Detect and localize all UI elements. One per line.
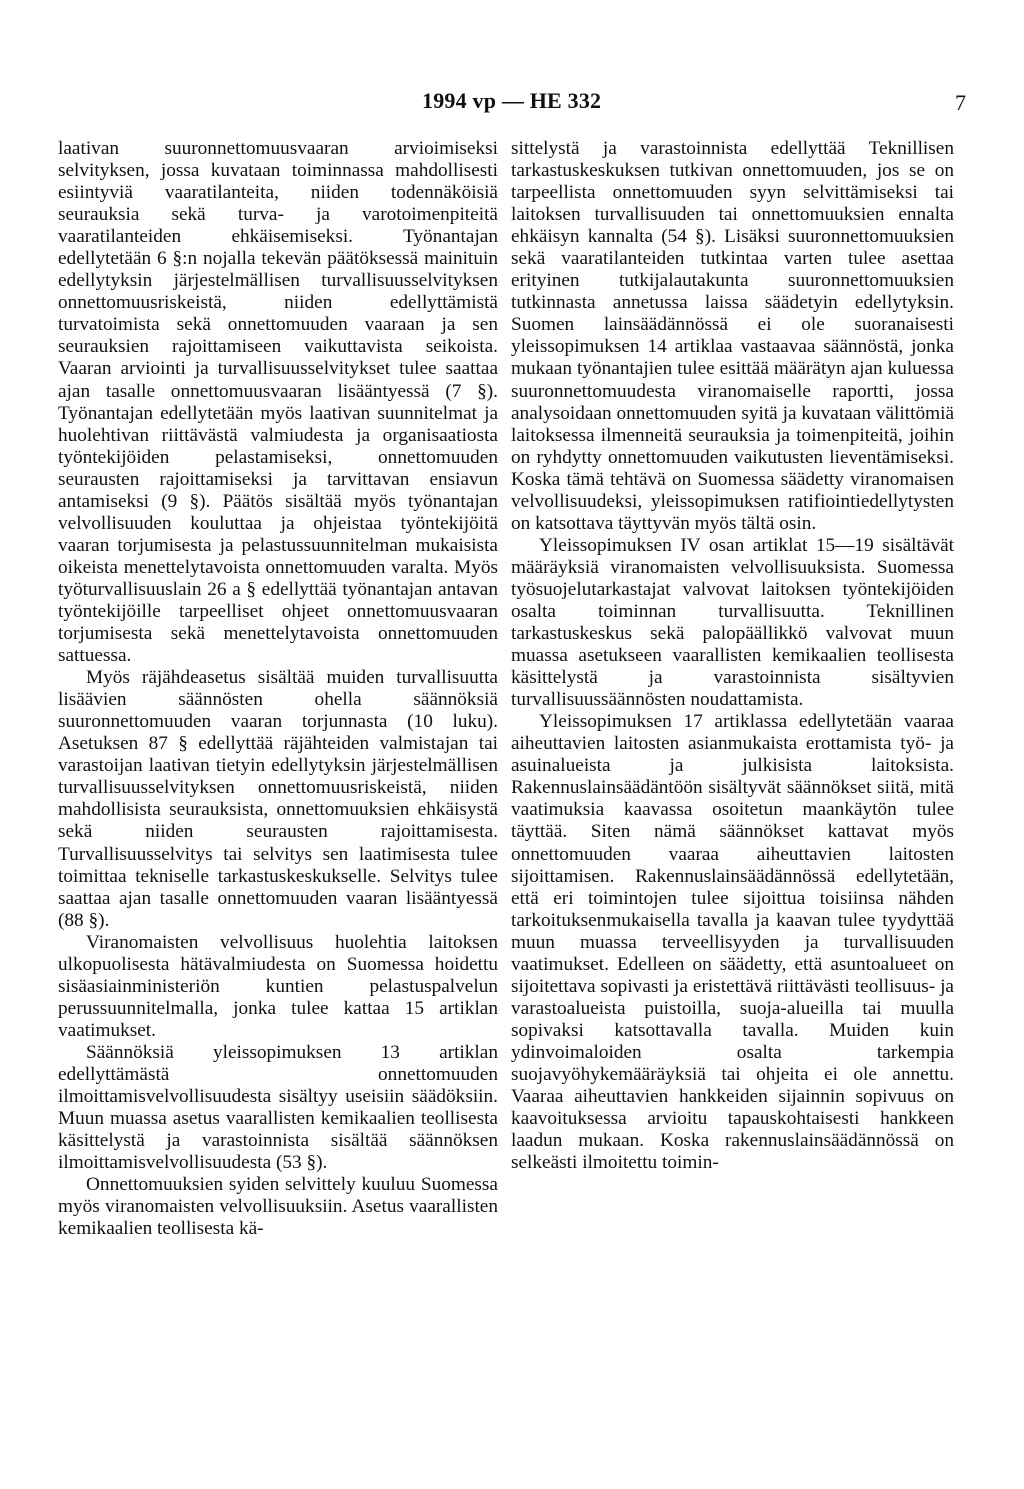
paragraph: Onnettomuuksien syiden selvittely kuuluu Suomessa myös viranomaisten velvollisuuksiin. Asetus vaarallisten kemikaalien teollisesta kä- [58, 1174, 498, 1240]
right-column [511, 138, 954, 1174]
paragraph: Myös räjähdeasetus sisältää muiden turvallisuutta lisäävien säännösten ohella säännöksiä suuronnettomuuden vaaran torjunnasta (10 luku). Asetuksen 87 § edellyttää räjähteiden valmistajan tai varastoijan laativan tietyin edellytyksin järjestelmällisen turvallisuusselvityksen onnettomuusriskeistä, niiden mahdollisista seurauksista, onnettomuuksien ehkäisystä sekä niiden seurausten rajoittamisesta. Turvallisuusselvitys tai selvitys sen laatimisesta tulee toimittaa tekniselle tarkastuskeskukselle. Selvitys tulee saattaa ajan tasalle onnettomuuden vaaran lisääntyessä (88 §). [58, 667, 498, 931]
paragraph: Viranomaisten velvollisuus huolehtia laitoksen ulkopuolisesta hätävalmiudesta on Suomessa hoidettu sisäasiainministeriön kuntien pelastuspalvelun perussuunnitelmalla, jonka tulee kattaa 15 artiklan vaatimukset. [58, 931, 498, 1041]
left-column [58, 138, 498, 1240]
paragraph: Yleissopimuksen 17 artiklassa edellytetään vaaraa aiheuttavien laitosten asianmukaista erottamista työ- ja asuinalueista ja julkisista laitoksista. Rakennuslainsäädäntöön sisältyvät säännökset siitä, mitä vaatimuksia kaavassa osoitetun maankäytön tulee täyttää. Siten nämä säännökset kattavat myös onnettomuuden vaaraa aiheuttavien laitosten sijoittamisen. Rakennuslainsäädännössä edellytetään, että eri toimintojen tulee sijoittua toisiinsa nähden tarkoituksenmukaisella tavalla ja kaavan tulee tyydyttää muun muassa terveellisyyden ja turvallisuuden vaatimukset. Edelleen on säädetty, että asuntoalueet on sijoitettava sopivasti ja eristettävä riittävästi teollisuus- ja varastoalueista puistoilla, suoja-alueilla tai muulla sopivaksi katsottavalla tavalla. Muiden kuin ydinvoimaloiden osalta tarkempia suojavyöhykemääräyksiä tai ohjeita ei ole annettu. Vaaraa aiheuttavien hankkeiden sijainnin sopivuus on kaavoituksessa arvioitu tapauskohtaisesti hankkeen laadun mukaan. Koska rakennuslainsäädännössä on selkeästi ilmoitettu toimin- [511, 711, 954, 1174]
paragraph: sittelystä ja varastoinnista edellyttää Teknillisen tarkastuskeskuksen tutkivan onnettomuuden, jos se on tarpeellista onnettomuuden syyn selvittämiseksi tai laitoksen turvallisuuden tai onnettomuuksien ennalta ehkäisyn kannalta (54 §). Lisäksi suuronnettomuuksien sekä vaaratilanteiden tutkintaa varten tulee asettaa erityinen tutkijalautakunta suuronnettomuuksien tutkinnasta annetussa laissa säädetyin edellytyksin. Suomen lainsäädännössä ei ole suoranaisesti yleissopimuksen 14 artiklaa vastaavaa säännöstä, jonka mukaan työnantajien tulee esittää määrätyn ajan kuluessa suuronnettomuudesta viranomaiselle raportti, jossa analysoidaan onnettomuuden syitä ja kuvataan välittömiä laitoksessa ilmenneitä seurauksia ja toimenpiteitä, joihin on ryhdytty onnettomuuden vaikutusten lieventämiseksi. Koska tämä tehtävä on Suomessa säädetty viranomaisen velvollisuudeksi, yleissopimuksen ratifiointiedellytysten on katsottava täyttyvän myös tältä osin. [511, 138, 954, 534]
page-number: 7 [955, 90, 966, 115]
paragraph: laativan suuronnettomuusvaaran arvioimiseksi selvityksen, jossa kuvataan toiminnassa mahdollisesti esiintyviä vaaratilanteita, niiden todennäköisiä seurauksia sekä turva- ja varotoimenpiteitä vaaratilanteiden ehkäisemiseksi. Työnantajan edellytetään 6 §:n nojalla tekevän päätöksessä mainituin edellytyksin järjestelmällisen turvallisuusselvityksen onnettomuusriskeistä, niiden edellyttämistä turvatoimista sekä onnettomuuden vaaraan ja sen seurauksien rajoittamiseen vaikuttavista seikoista. Vaaran arviointi ja turvallisuusselvitykset tulee saattaa ajan tasalle onnettomuusvaaran lisääntyessä (7 §). Työnantajan edellytetään myös laativan suunnitelmat ja huolehtivan riittävästä valmiudesta ja organisaatiosta työntekijöiden pelastamiseksi, onnettomuuden seurausten rajoittamiseksi ja tarvittavan ensiavun antamiseksi (9 §). Päätös sisältää myös työnantajan velvollisuuden kouluttaa ja ohjeistaa työntekijöitä vaaran torjumisesta ja pelastussuunnitelman mukaisista oikeista menettelytavoista onnettomuuden varalta. Myös työturvallisuuslain 26 a § edellyttää työnantajan antavan työntekijöille tarpeelliset ohjeet onnettomuusvaaran torjumisesta sekä menettelytavoista onnettomuuden sattuessa. [58, 138, 498, 667]
paragraph: Yleissopimuksen IV osan artiklat 15—19 sisältävät määräyksiä viranomaisten velvollisuuksista. Suomessa työsuojelutarkastajat valvovat laitoksen työntekijöiden osalta toiminnan turvallisuutta. Teknillinen tarkastuskeskus sekä palopäällikkö valvovat muun muassa asetukseen vaarallisten kemikaalien teollisesta käsittelystä ja varastoinnista sisältyvien turvallisuussäännösten noudattamista. [511, 534, 954, 711]
document-title: 1994 vp — HE 332 [422, 88, 602, 113]
paragraph: Säännöksiä yleissopimuksen 13 artiklan edellyttämästä onnettomuuden ilmoittamisvelvollisuudesta sisältyy useisiin säädöksiin. Muun muassa asetus vaarallisten kemikaalien teollisesta käsittelystä ja varastoinnista sisältää säännöksen ilmoittamisvelvollisuudesta (53 §). [58, 1041, 498, 1174]
page-header [0, 88, 1024, 118]
